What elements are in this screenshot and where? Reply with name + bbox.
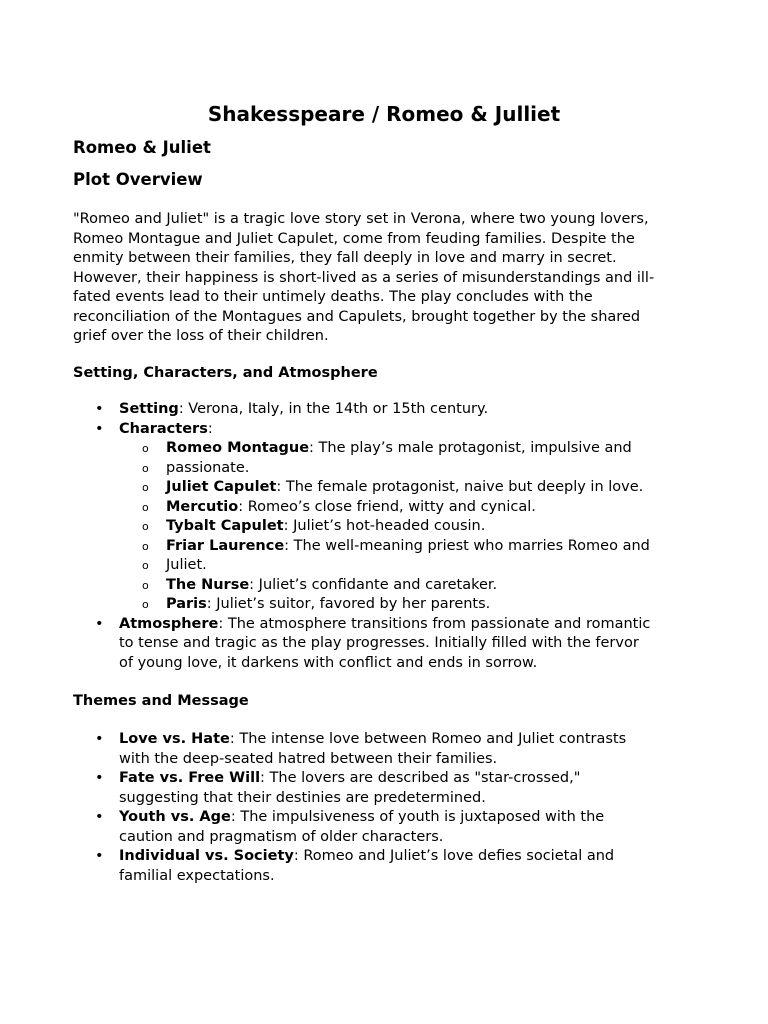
list-item-continuation bbox=[73, 750, 697, 770]
term: Atmosphere bbox=[119, 615, 219, 632]
term: Setting bbox=[119, 401, 179, 417]
desc: : Romeo’s close friend, witty and cynical. bbox=[238, 498, 536, 515]
list-item-characters bbox=[73, 420, 697, 440]
themes-list bbox=[73, 730, 697, 886]
plot-line: "Romeo and Juliet" is a tragic love story set in Verona, where two young lovers, bbox=[73, 211, 649, 227]
list-item-atmosphere bbox=[73, 615, 697, 635]
term: The Nurse bbox=[166, 576, 250, 593]
theme-item bbox=[73, 808, 697, 828]
term: Youth vs. Age bbox=[119, 809, 231, 825]
document-title: Shakesspeare / Romeo & Julliet bbox=[207, 102, 561, 126]
play-heading: Romeo & Juliet bbox=[73, 138, 211, 157]
desc: : The well-meaning priest who marries Romeo and bbox=[284, 537, 650, 554]
desc: : The atmosphere transitions from passionate and romantic bbox=[218, 615, 651, 632]
plot-line: fated events lead to their untimely deaths. The play concludes with the bbox=[73, 289, 593, 305]
term: Love vs. Hate bbox=[119, 731, 230, 747]
plot-line: grief over the loss of their children. bbox=[73, 328, 329, 344]
character-item bbox=[73, 576, 697, 596]
term: Characters bbox=[119, 420, 208, 437]
character-item bbox=[73, 537, 697, 557]
term: Tybalt Capulet bbox=[166, 518, 284, 534]
desc: with the deep-seated hatred between their families. bbox=[119, 750, 498, 767]
desc: : bbox=[207, 420, 213, 437]
term: Romeo Montague bbox=[166, 440, 310, 456]
desc: : The female protagonist, naive but deeply in love. bbox=[276, 479, 644, 495]
list-item-continuation bbox=[73, 634, 697, 654]
desc: familial expectations. bbox=[119, 867, 275, 884]
plot-overview-paragraph bbox=[73, 210, 697, 347]
list-item-continuation bbox=[73, 828, 697, 848]
term: Juliet Capulet bbox=[166, 479, 277, 495]
desc: : Verona, Italy, in the 14th or 15th century. bbox=[178, 401, 489, 417]
plot-line: reconciliation of the Montagues and Capulets, brought together by the shared bbox=[73, 308, 641, 325]
plot-line: enmity between their families, they fall deeply in love and marry in secret. bbox=[73, 250, 617, 266]
desc: : Romeo and Juliet’s love defies societal and bbox=[293, 848, 615, 864]
desc: : Juliet’s hot-headed cousin. bbox=[283, 518, 486, 534]
setting-list bbox=[73, 400, 697, 673]
character-item bbox=[73, 595, 697, 615]
character-item bbox=[73, 517, 697, 537]
desc: caution and pragmatism of older characters. bbox=[119, 828, 444, 845]
desc: suggesting that their destinies are predetermined. bbox=[119, 789, 486, 806]
desc: to tense and tragic as the play progresses. Initially filled with the fervor bbox=[119, 635, 639, 651]
desc: : The play’s male protagonist, impulsive and bbox=[309, 440, 632, 456]
desc: : The lovers are described as "star-crossed," bbox=[260, 770, 581, 786]
desc: : Juliet’s suitor, favored by her parents. bbox=[206, 596, 491, 612]
term: Individual vs. Society bbox=[119, 848, 294, 864]
plot-line: Romeo Montague and Juliet Capulet, come from feuding families. Despite the bbox=[73, 230, 635, 247]
character-item-continuation bbox=[73, 459, 697, 479]
term: Friar Laurence bbox=[166, 537, 285, 554]
character-item bbox=[73, 478, 697, 498]
character-item-continuation bbox=[73, 556, 697, 576]
character-item bbox=[73, 498, 697, 518]
theme-item bbox=[73, 769, 697, 789]
list-item-continuation bbox=[73, 654, 697, 674]
themes-section-heading: Themes and Message bbox=[73, 693, 249, 709]
desc: : The impulsiveness of youth is juxtaposed with the bbox=[230, 809, 605, 825]
character-item bbox=[73, 439, 697, 459]
desc: Juliet. bbox=[166, 557, 207, 573]
desc: of young love, it darkens with conflict and ends in sorrow. bbox=[119, 654, 538, 671]
desc: : Juliet’s confidante and caretaker. bbox=[249, 576, 498, 593]
theme-item bbox=[73, 730, 697, 750]
desc: passionate. bbox=[166, 459, 250, 476]
setting-section-heading: Setting, Characters, and Atmosphere bbox=[73, 365, 378, 381]
term: Paris bbox=[166, 596, 207, 612]
term: Mercutio bbox=[166, 498, 239, 515]
theme-item bbox=[73, 847, 697, 867]
list-item-continuation bbox=[73, 789, 697, 809]
plot-line: However, their happiness is short-lived as a series of misunderstandings and ill- bbox=[73, 269, 655, 286]
plot-overview-heading: Plot Overview bbox=[73, 170, 203, 189]
desc: : The intense love between Romeo and Juliet contrasts bbox=[229, 731, 627, 747]
list-item-continuation bbox=[73, 867, 697, 887]
list-item-setting bbox=[73, 400, 697, 420]
term: Fate vs. Free Will bbox=[119, 770, 261, 786]
